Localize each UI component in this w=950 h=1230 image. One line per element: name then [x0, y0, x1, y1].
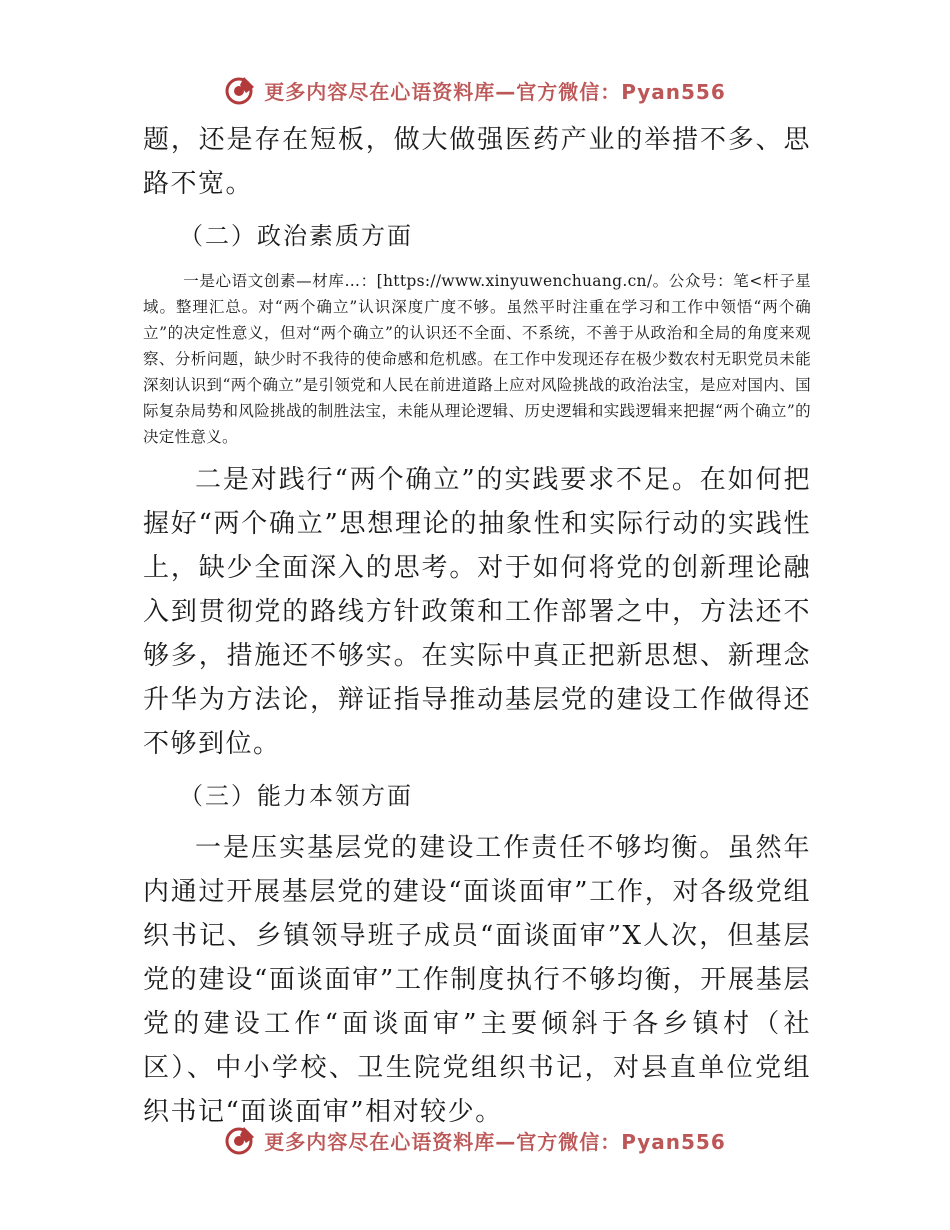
- paragraph-ability-1: 一是压实基层党的建设工作责任不够均衡。虽然年内通过开展基层党的建设“面谈面审”工作，对各级党组织书记、乡镇领导班子成员“面谈面审”X人次，但基层党的建设“面谈面审”工作制度执行不够均衡，开展基层党的建设工作“面谈面审”主要倾斜于各乡镇村（社区）、中小学校、卫生院党组织书记，对县直单位党组织书记“面谈面审”相对较少。: [143, 833, 811, 1127]
- watermark-text: 更多内容尽在心语资料库—官方微信：Pyan556: [264, 1129, 726, 1154]
- document-body: [143, 118, 811, 1134]
- pen-logo-icon: [224, 73, 258, 107]
- paragraph-continuation: 题，还是存在短板，做大做强医药产业的举措不多、思路不宽。: [143, 125, 811, 199]
- paragraph-political-2: 二是对践行“两个确立”的实践要求不足。在如何把握好“两个确立”思想理论的抽象性和实际行动的实践性上，缺少全面深入的思考。对于如何将党的创新理论融入到贯彻党的路线方针政策和工作部署之中，方法还不够多，措施还不够实。在实际中真正把新思想、新理念升华为方法论，辩证指导推动基层党的建设工作做得还不够到位。: [143, 465, 811, 759]
- footer-watermark: [0, 1120, 950, 1160]
- section-heading-ability: （三）能力本领方面: [179, 782, 413, 810]
- pen-logo-icon: [224, 1123, 258, 1157]
- header-watermark: [0, 70, 950, 110]
- watermark-text: 更多内容尽在心语资料库—官方微信：Pyan556: [264, 79, 726, 104]
- paragraph-political-1: 一是心语文创素—材库…：[https://www.xinyuwenchuang.cn/。公众号：笔<杆子星域。整理汇总。对“两个确立”认识深度广度不够。虽然平时注重在学习和工作中领悟“两个确立”的决定性意义，但对“两个确立”的认识还不全面、不系统，不善于从政治和全局的角度来观察、分析问题，缺少时不我待的使命感和危机感。在工作中发现还存在极少数农村无职党员未能深刻认识到“两个确立”是引领党和人民在前进道路上应对风险挑战的政治法宝，是应对国内、国际复杂局势和风险挑战的制胜法宝，未能从理论逻辑、历史逻辑和实践逻辑来把握“两个确立”的决定性意义。: [143, 272, 811, 446]
- section-heading-political: （二）政治素质方面: [179, 222, 413, 250]
